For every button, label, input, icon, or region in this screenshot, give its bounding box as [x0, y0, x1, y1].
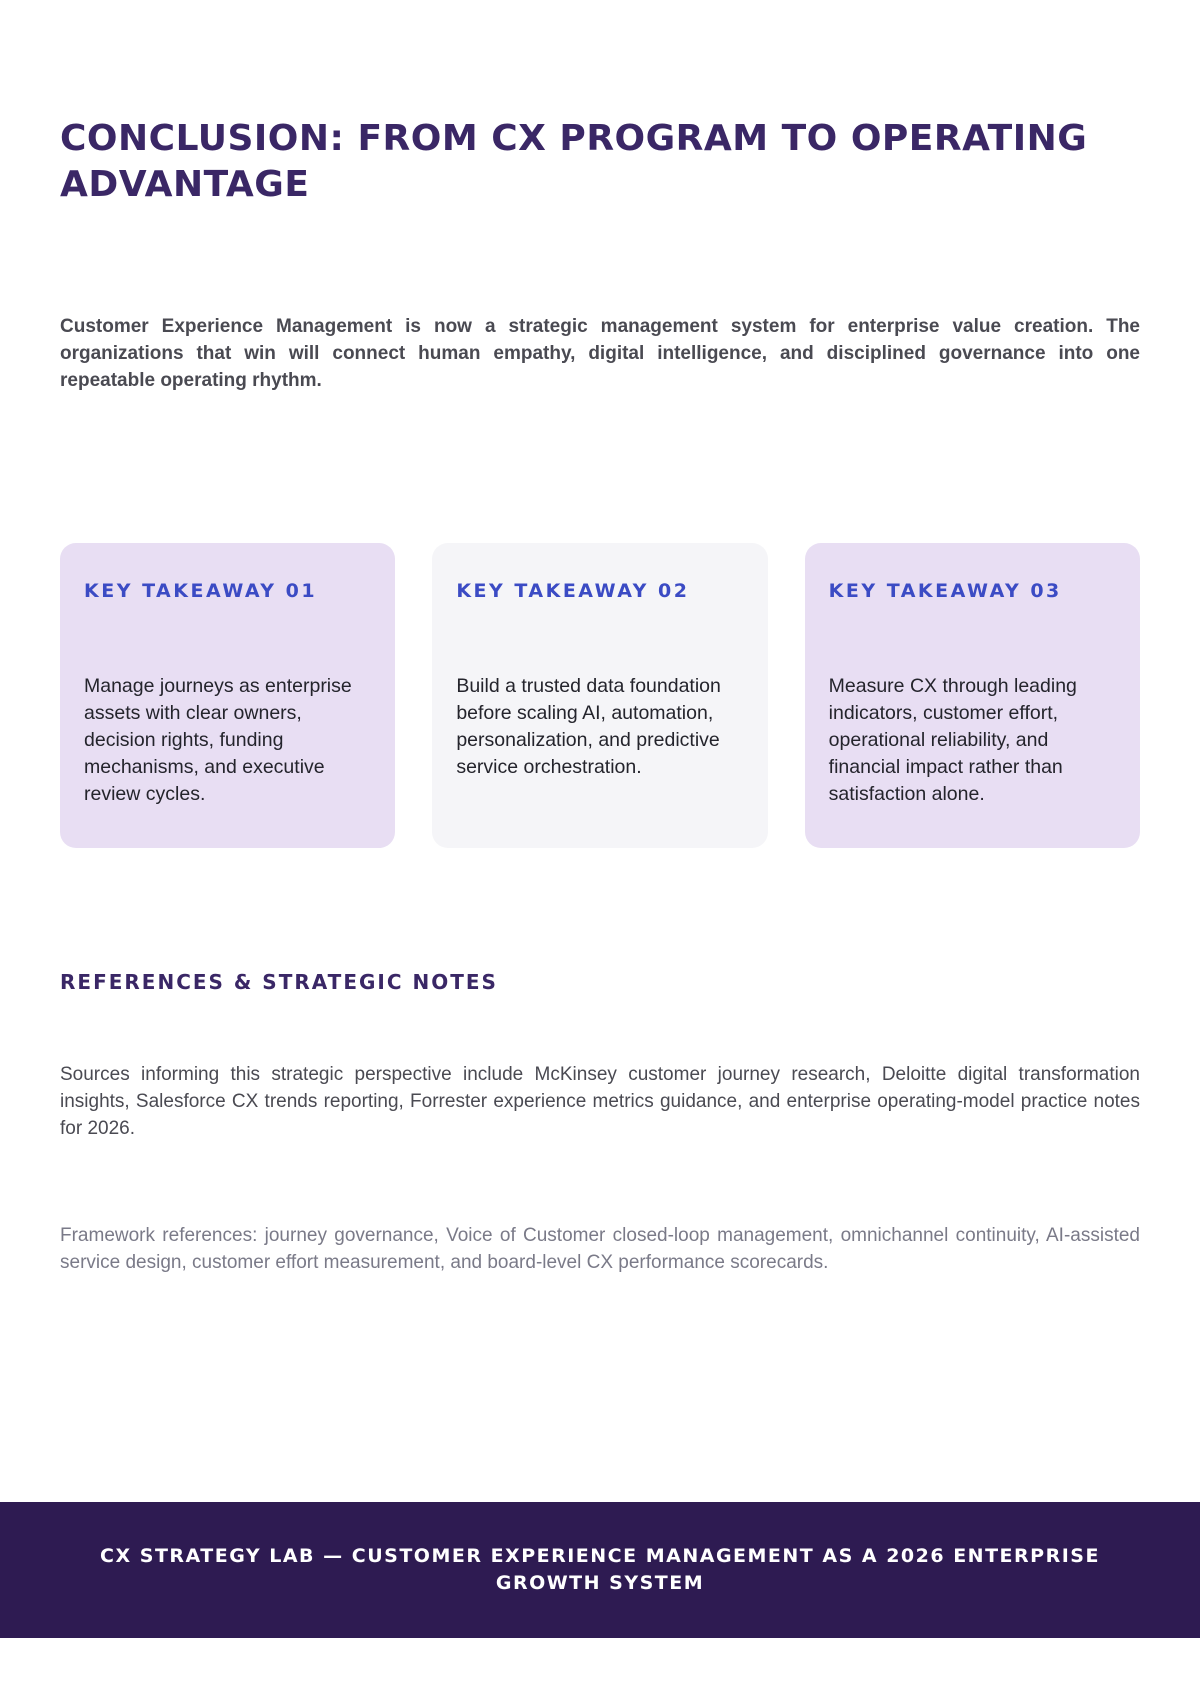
takeaway-text: Build a trusted data foundation before scaling AI, automation, personalization, and predictive service orchestration. [456, 675, 721, 778]
takeaway-text: Measure CX through leading indicators, customer effort, operational reliability, and financial impact rather than satisfaction alone. [828, 675, 1077, 805]
takeaway-label: KEY TAKEAWAY 01 [84, 580, 318, 602]
footer-banner [0, 1502, 1200, 1638]
intro-paragraph: Customer Experience Management is now a strategic management system for enterprise value creation. The organizations that win will connect human empathy, digital intelligence, and disciplined governance into one repeatable operating rhythm. [60, 316, 1140, 391]
takeaway-label: KEY TAKEAWAY 03 [828, 580, 1062, 602]
page-title: CONCLUSION: FROM CX PROGRAM TO OPERATING ADVANTAGE [60, 118, 1088, 205]
footer-text: CX STRATEGY LAB — CUSTOMER EXPERIENCE MANAGEMENT AS A 2026 ENTERPRISE GROWTH SYSTEM [100, 1545, 1100, 1594]
takeaway-card-01 [60, 543, 395, 848]
framework-references: Framework references: journey governance, Voice of Customer closed-loop management, omnichannel continuity, AI-assisted service design, customer effort measurement, and board-level CX performance scorecards. [60, 1225, 1140, 1273]
references-heading: REFERENCES & STRATEGIC NOTES [60, 970, 498, 994]
takeaway-text: Manage journeys as enterprise assets with clear owners, decision rights, funding mechanisms, and executive review cycles. [84, 675, 352, 805]
takeaway-card-03 [805, 543, 1140, 848]
key-takeaways [60, 543, 1140, 848]
references-sources: Sources informing this strategic perspective include McKinsey customer journey research, Deloitte digital transformation insights, Salesforce CX trends reporting, Forrester experience metrics guidance, and enterprise operating-model practice notes for 2026. [60, 1064, 1140, 1139]
takeaway-card-02 [432, 543, 767, 848]
takeaway-label: KEY TAKEAWAY 02 [456, 580, 690, 602]
